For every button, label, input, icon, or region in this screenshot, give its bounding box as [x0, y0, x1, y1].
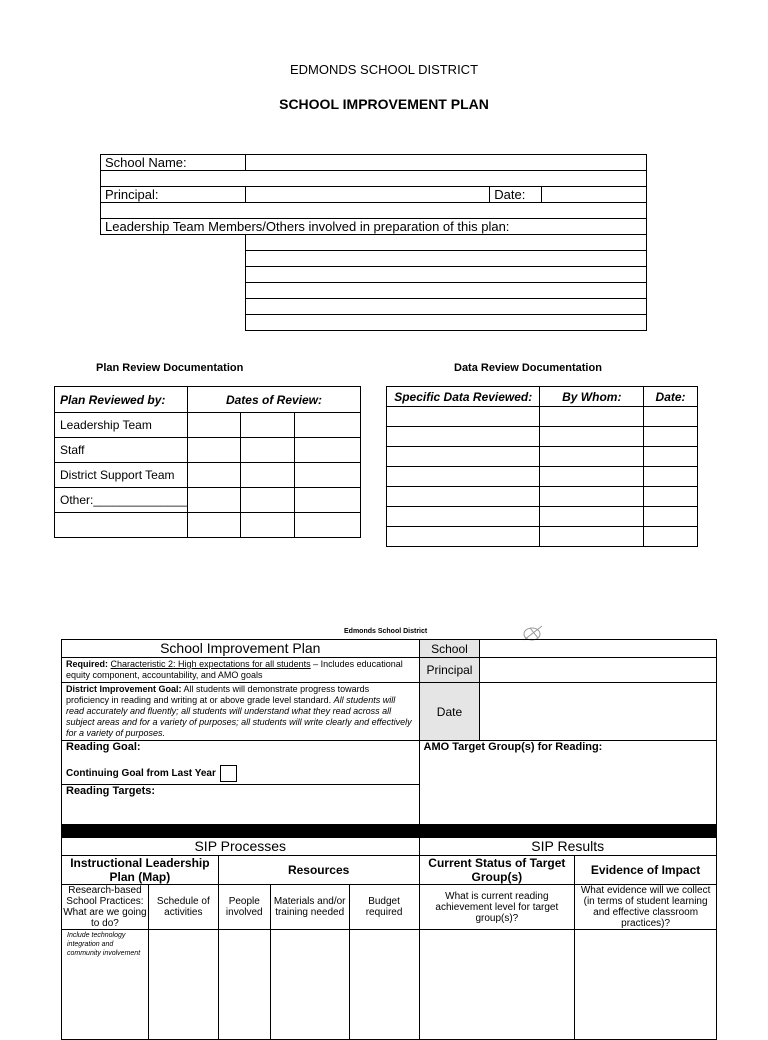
sip-principal-field[interactable]	[480, 658, 717, 683]
required-link[interactable]: Characteristic 2: High expectations for all students	[110, 659, 311, 669]
reading-targets-cell[interactable]: Reading Targets:	[62, 785, 420, 825]
review-date-cell[interactable]	[295, 513, 361, 538]
review-date-cell[interactable]	[240, 513, 295, 538]
data-cell[interactable]	[644, 487, 698, 507]
continuing-goal-label: Continuing Goal from Last Year	[66, 768, 216, 780]
review-date-cell[interactable]	[295, 413, 361, 438]
sip-date-field[interactable]	[480, 683, 717, 741]
required-description: – Includes educational equity component, accountability, and AMO goals	[66, 659, 403, 680]
budget-header: Budget required	[349, 885, 419, 930]
data-cell[interactable]	[644, 507, 698, 527]
leadership-field[interactable]	[245, 235, 646, 251]
review-date-cell[interactable]	[240, 438, 295, 463]
sip-form-table	[61, 639, 717, 1040]
sip-school-label: School	[419, 640, 480, 658]
spacer-row	[101, 203, 647, 219]
continuing-goal-row	[66, 765, 415, 782]
materials-cell[interactable]	[270, 930, 349, 1040]
data-cell[interactable]	[387, 507, 540, 527]
review-date-cell[interactable]	[295, 488, 361, 513]
data-cell[interactable]	[540, 407, 644, 427]
page-title: SCHOOL IMPROVEMENT PLAN	[279, 96, 489, 112]
data-cell[interactable]	[387, 487, 540, 507]
reviewer-label: Other:______________	[55, 488, 188, 513]
plan-review-title: Plan Review Documentation	[96, 362, 244, 374]
reviewer-cell[interactable]	[55, 513, 188, 538]
people-header: People involved	[218, 885, 270, 930]
required-label: Required:	[66, 659, 109, 669]
date-label: Date:	[490, 187, 542, 203]
evidence-header: Evidence of Impact	[575, 856, 717, 885]
spacer-row	[101, 171, 647, 187]
data-cell[interactable]	[540, 427, 644, 447]
reviewer-label: District Support Team	[55, 463, 188, 488]
school-info-table	[100, 154, 647, 331]
sip-processes-header: SIP Processes	[62, 838, 420, 856]
data-cell[interactable]	[387, 527, 540, 547]
research-based-header: Research-based School Practices: What are we going to do?	[63, 885, 147, 929]
current-reading-header: What is current reading achievement level for target group(s)?	[419, 885, 575, 930]
review-date-cell[interactable]	[295, 463, 361, 488]
review-date-cell[interactable]	[187, 488, 240, 513]
data-cell[interactable]	[644, 407, 698, 427]
sip-district-label: Edmonds School District	[344, 628, 428, 635]
schedule-cell[interactable]	[148, 930, 218, 1040]
data-cell[interactable]	[644, 527, 698, 547]
leadership-label: Leadership Team Members/Others involved in preparation of this plan:	[101, 219, 647, 235]
divider-bar	[62, 825, 717, 838]
district-goal-description: All students will demonstrate progress towards proficiency in reading and writing at or above grade level standard.	[66, 684, 370, 705]
current-status-header: Current Status of Target Group(s)	[419, 856, 575, 885]
leadership-field[interactable]	[245, 283, 646, 299]
leadership-field[interactable]	[245, 251, 646, 267]
data-review-title: Data Review Documentation	[454, 362, 602, 374]
schedule-header: Schedule of activities	[148, 885, 218, 930]
data-cell[interactable]	[540, 447, 644, 467]
review-date-cell[interactable]	[240, 488, 295, 513]
leadership-field[interactable]	[245, 315, 646, 331]
current-reading-cell[interactable]	[419, 930, 575, 1040]
what-evidence-header: What evidence will we collect (in terms of student learning and effective classroom practices)?	[575, 885, 717, 930]
evidence-cell[interactable]	[575, 930, 717, 1040]
specific-data-header: Specific Data Reviewed:	[387, 387, 540, 407]
principal-field[interactable]	[245, 187, 489, 203]
plan-review-table	[54, 386, 361, 538]
data-cell[interactable]	[644, 467, 698, 487]
sip-results-header: SIP Results	[419, 838, 717, 856]
budget-cell[interactable]	[349, 930, 419, 1040]
sip-title: School Improvement Plan	[62, 640, 420, 658]
data-review-table	[386, 386, 698, 547]
sip-principal-label: Principal	[419, 658, 480, 683]
sip-school-field[interactable]	[480, 640, 717, 658]
review-date-cell[interactable]	[187, 438, 240, 463]
instr-plan-header: Instructional Leadership Plan (Map)	[62, 856, 219, 885]
data-cell[interactable]	[387, 427, 540, 447]
materials-header: Materials and/or training needed	[270, 885, 349, 930]
principal-label: Principal:	[101, 187, 246, 203]
review-date-cell[interactable]	[187, 463, 240, 488]
review-date-cell[interactable]	[295, 438, 361, 463]
district-goal-italic: All students will read accurately and fluently; all students will understand what they read across all subject areas and for a variety of purposes; all students will write clearly and effectively for a variety of purposes.	[66, 695, 412, 738]
district-goal-label: District Improvement Goal:	[66, 684, 182, 694]
data-cell[interactable]	[387, 467, 540, 487]
data-cell[interactable]	[387, 447, 540, 467]
reading-goal-label: Reading Goal:	[66, 741, 141, 753]
review-date-cell[interactable]	[187, 413, 240, 438]
data-cell[interactable]	[644, 427, 698, 447]
review-date-cell[interactable]	[240, 463, 295, 488]
required-text	[62, 658, 420, 683]
review-date-cell[interactable]	[240, 413, 295, 438]
continuing-goal-checkbox[interactable]	[220, 765, 237, 782]
data-cell[interactable]	[540, 467, 644, 487]
data-cell[interactable]	[540, 527, 644, 547]
data-cell[interactable]	[387, 407, 540, 427]
review-date-cell[interactable]	[187, 513, 240, 538]
reviewer-label: Staff	[55, 438, 188, 463]
reviewer-label: Leadership Team	[55, 413, 188, 438]
resources-header: Resources	[218, 856, 419, 885]
leadership-field[interactable]	[245, 267, 646, 283]
amo-target-cell[interactable]: AMO Target Group(s) for Reading:	[419, 741, 717, 825]
sip-date-label: Date	[419, 683, 480, 741]
district-goal-text	[62, 683, 420, 741]
leadership-field[interactable]	[245, 299, 646, 315]
date-field[interactable]	[542, 187, 647, 203]
school-name-field[interactable]	[245, 155, 646, 171]
school-name-label: School Name:	[101, 155, 246, 171]
data-cell[interactable]	[540, 487, 644, 507]
by-whom-header: By Whom:	[540, 387, 644, 407]
date-header: Date:	[644, 387, 698, 407]
data-cell[interactable]	[644, 447, 698, 467]
data-cell[interactable]	[540, 507, 644, 527]
plan-reviewed-by-header: Plan Reviewed by:	[55, 387, 188, 413]
dates-of-review-header: Dates of Review:	[187, 387, 360, 413]
people-cell[interactable]	[218, 930, 270, 1040]
district-heading: EDMONDS SCHOOL DISTRICT	[289, 62, 479, 77]
reading-goal-cell[interactable]	[62, 741, 420, 785]
include-tech-note[interactable]: Include technology integration and community involvement	[62, 930, 149, 1040]
